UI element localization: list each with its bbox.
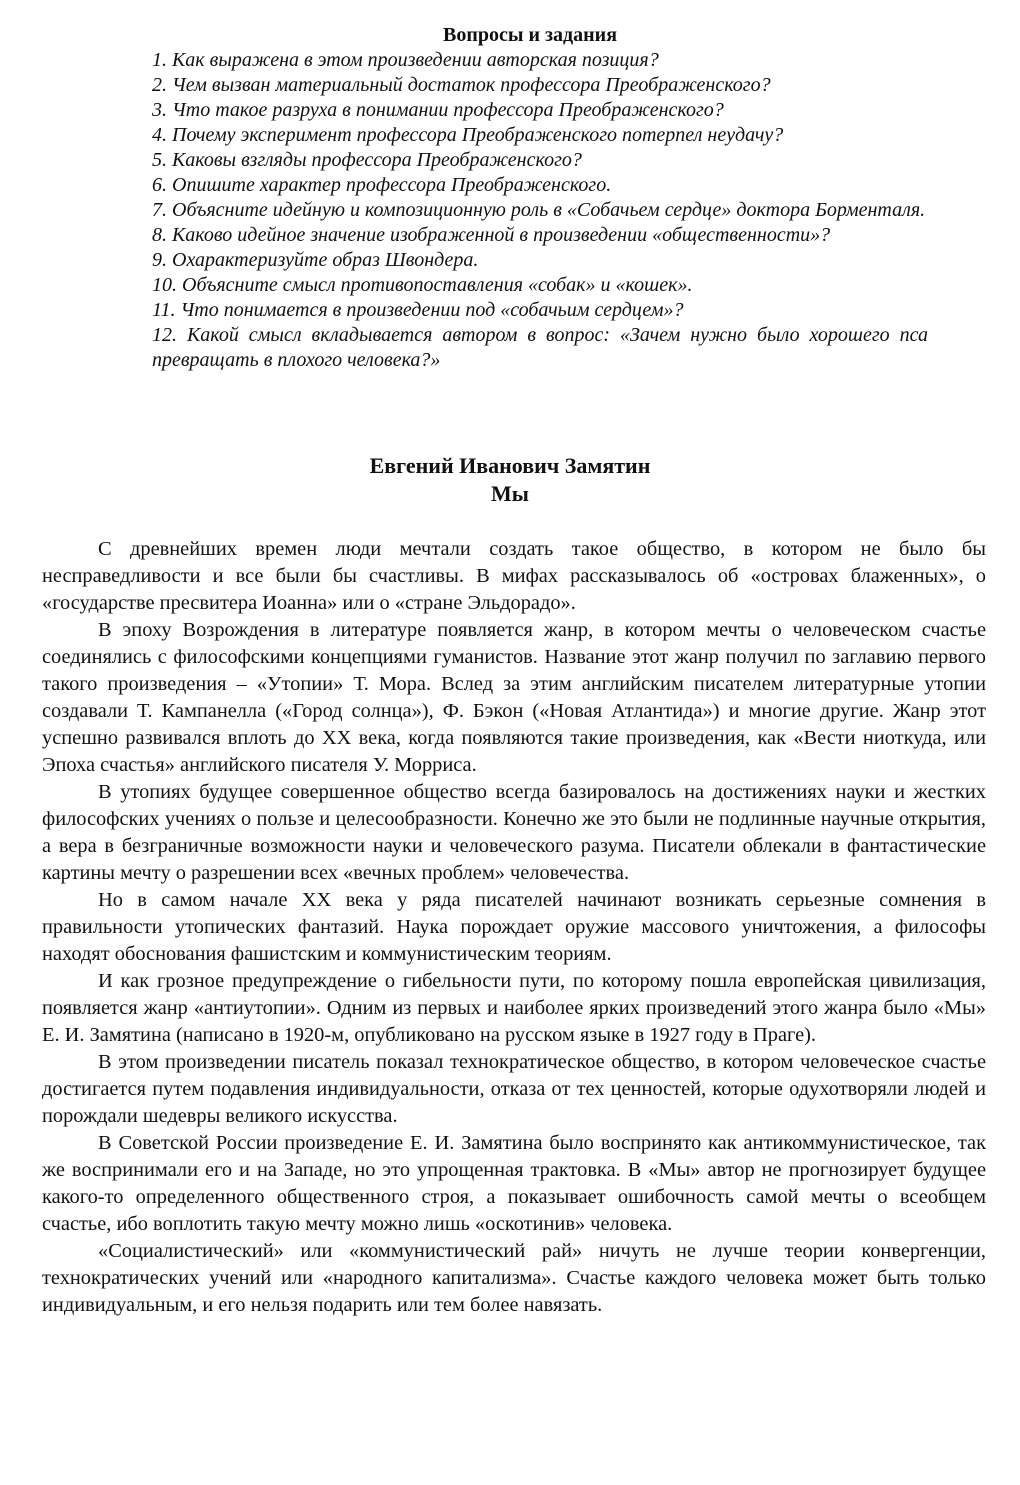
question-item: 10. Объясните смысл противопоставления «собак» и «кошек». xyxy=(152,274,693,296)
question-item: 2. Чем вызван материальный достаток профессора Преображенского? xyxy=(152,74,771,96)
questions-list xyxy=(152,48,928,373)
question-item: 6. Опишите характер профессора Преображенского. xyxy=(152,174,612,196)
question-item: 3. Что такое разруха в понимании профессора Преображенского? xyxy=(152,99,724,121)
article-body xyxy=(42,536,986,1319)
question-item: 12. Какой смысл вкладывается автором в вопрос: «Зачем нужно было хорошего пса превращать в плохого человека?» xyxy=(152,324,928,371)
paragraph: В утопиях будущее совершенное общество всегда базировалось на достижениях науки и жестких философских учениях о пользе и целесообразности. Конечно же это были не подлинные научные открытия, а вера в безграничные возможности науки и человеческого разума. Писатели облекали в фантастические картины мечту о разрешении всех «вечных проблем» человечества. xyxy=(42,781,986,884)
work-title: Мы xyxy=(491,481,529,506)
questions-section xyxy=(152,22,928,373)
paragraph: Но в самом начале XX века у ряда писателей начинают возникать серьезные сомнения в правильности утопических фантазий. Наука порождает оружие массового уничтожения, а философы находят обоснования фашистским и коммунистическим теориям. xyxy=(42,889,986,965)
question-item: 8. Каково идейное значение изображенной в произведении «общественности»? xyxy=(152,224,831,246)
question-item: 4. Почему эксперимент профессора Преображенского потерпел неудачу? xyxy=(152,124,784,146)
question-item: 1. Как выражена в этом произведении авторская позиция? xyxy=(152,49,659,71)
paragraph: С древнейших времен люди мечтали создать такое общество, в котором не было бы несправедливости и все были бы счастливы. В мифах рассказывалось об «островах блаженных», о «государстве пресвитера Иоанна» или о «стране Эльдорадо». xyxy=(42,538,986,614)
question-item: 9. Охарактеризуйте образ Швондера. xyxy=(152,249,479,271)
paragraph: В эпоху Возрождения в литературе появляется жанр, в котором мечты о человеческом счастье соединялись с философскими концепциями гуманистов. Название этот жанр получил по заглавию первого такого произведения – «Утопии» Т. Мора. Вслед за этим английским писателем литературные утопии создавали Т. Кампанелла («Город солнца»), Ф. Бэкон («Новая Атлантида») и многие другие. Жанр этот успешно развивался вплоть до XX века, когда появляются такие произведения, как «Вести ниоткуда, или Эпоха счастья» английского писателя У. Морриса. xyxy=(42,619,986,776)
question-item: 7. Объясните идейную и композиционную роль в «Собачьем сердце» доктора Борменталя. xyxy=(152,199,926,221)
paragraph: И как грозное предупреждение о гибельности пути, по которому пошла европейская цивилизация, появляется жанр «антиутопии». Одним из первых и наиболее ярких произведений этого жанра было «Мы» Е. И. Замятина (написано в 1920-м, опубликовано на русском языке в 1927 году в Праге). xyxy=(42,970,986,1046)
paragraph: В Советской России произведение Е. И. Замятина было воспринято как антикоммунистическое, так же воспринимали его и на Западе, но это упрощенная трактовка. В «Мы» автор не прогнозирует будущее какого-то определенного общественного строя, а показывает ошибочность самой мечты о всеобщем счастье, ибо воплотить такую мечту можно лишь «оскотинив» человека. xyxy=(42,1132,986,1235)
author-heading: Евгений Иванович Замятин xyxy=(369,453,651,478)
paragraph: «Социалистический» или «коммунистический рай» ничуть не лучше теории конвергенции, технократических учений или «народного капитализма». Счастье каждого человека может быть только индивидуальным, и его нельзя подарить или тем более навязать. xyxy=(42,1240,986,1316)
question-item: 5. Каковы взгляды профессора Преображенского? xyxy=(152,149,582,171)
questions-heading: Вопросы и задания xyxy=(442,24,618,46)
paragraph: В этом произведении писатель показал технократическое общество, в котором человеческое счастье достигается путем подавления индивидуальности, отказа от тех ценностей, которые одухотворяли людей и порождали шедевры великого искусства. xyxy=(42,1051,986,1127)
question-item: 11. Что понимается в произведении под «собачьим сердцем»? xyxy=(152,299,684,321)
